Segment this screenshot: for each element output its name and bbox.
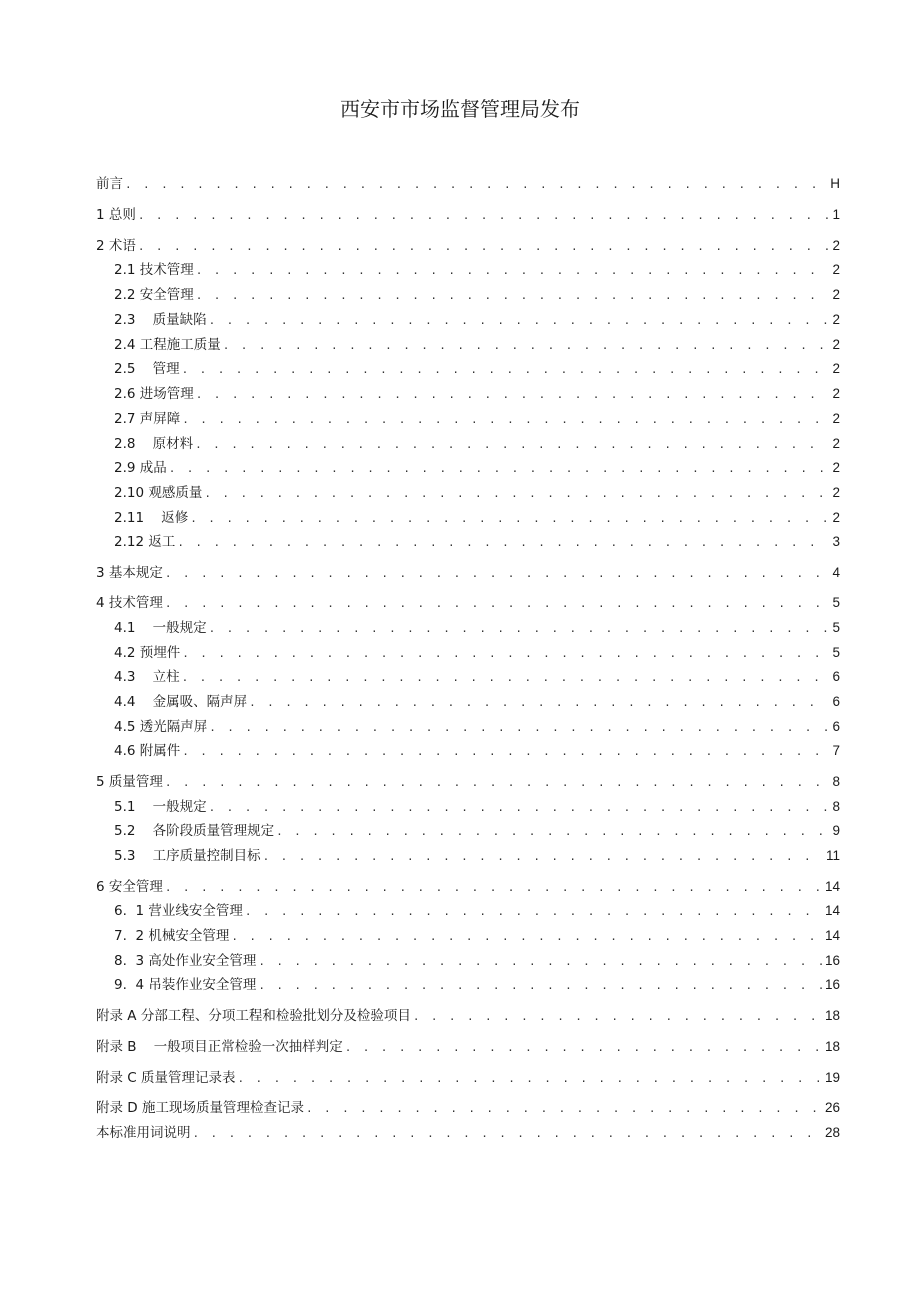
toc-leader-dots [209,719,829,737]
toc-entry[interactable] [96,1123,840,1143]
toc-entry[interactable] [114,310,840,330]
toc-entry-page: 9 [832,823,840,838]
toc-entry-page: 7 [832,743,840,758]
toc-entry-page: 5 [832,620,840,635]
toc-entry-page: 19 [824,1070,840,1085]
toc-entry-page: 14 [824,928,840,943]
toc-entry[interactable] [96,1006,840,1026]
toc-entry-page: 8 [832,774,840,789]
toc-leader-dots [165,595,830,613]
toc-leader-dots [165,774,830,792]
toc-entry[interactable] [114,409,840,429]
toc-leader-dots [306,1100,822,1118]
toc-entry[interactable] [114,846,840,866]
toc-entry[interactable] [114,434,840,454]
toc-entry[interactable] [96,205,840,225]
toc-entry-page: 14 [824,903,840,918]
toc-entry-label: 2.4 工程施工质量 [114,337,221,353]
toc-entry-label: 5 质量管理 [96,774,163,790]
toc-entry-label: 6 安全管理 [96,879,163,895]
toc-leader-dots [209,620,830,638]
toc-entry[interactable] [96,563,840,583]
toc-entry[interactable] [114,285,840,305]
toc-entry-page: 5 [832,645,840,660]
toc-entry[interactable] [96,877,840,897]
toc-entry[interactable] [114,821,840,841]
toc-entry[interactable] [114,797,840,817]
toc-entry-label: 附录 A 分部工程、分项工程和检验批划分及检验项目 [96,1008,411,1024]
toc-entry-page: 28 [824,1125,840,1140]
toc-entry[interactable] [114,926,840,946]
toc-leader-dots [195,436,829,454]
toc-entry[interactable] [114,667,840,687]
toc-entry-page: 14 [824,879,840,894]
toc-entry[interactable] [114,618,840,638]
toc-entry-label: 2.10 观感质量 [114,485,203,501]
toc-entry-label: 2.12 返工 [114,534,176,550]
toc-entry-label: 2.2 安全管理 [114,287,194,303]
toc-entry-page: 6 [832,719,840,734]
toc-entry-label: 2.1 技术管理 [114,262,194,278]
toc-entry-page: 2 [832,287,840,302]
toc-leader-dots [125,176,827,194]
toc-entry-label: 9. 4 吊装作业安全管理 [114,977,257,993]
toc-entry-label: 4.6 附属件 [114,743,181,759]
toc-entry[interactable] [114,508,840,528]
toc-entry-label: 2.7 声屏障 [114,411,181,427]
toc-entry[interactable] [96,174,840,194]
toc-leader-dots [138,207,830,225]
toc-entry-page: 2 [832,238,840,253]
toc-entry-page: 4 [832,565,840,580]
toc-entry-page: 2 [832,361,840,376]
toc-entry-page: 3 [832,534,840,549]
toc-entry[interactable] [114,359,840,379]
toc-entry-label: 附录 C 质量管理记录表 [96,1070,236,1086]
toc-entry-label: 5.3 工序质量控制目标 [114,848,261,864]
toc-entry-label: 4.5 透光隔声屏 [114,719,208,735]
toc-entry-page: 2 [832,436,840,451]
toc-entry[interactable] [114,643,840,663]
toc-entry-page: 2 [832,510,840,525]
toc-leader-dots [204,485,829,503]
toc-leader-dots [209,799,830,817]
toc-entry[interactable] [96,1068,840,1088]
toc-entry-page: 2 [832,312,840,327]
toc-entry-label: 3 基本规定 [96,565,163,581]
toc-entry-label: 2.8 原材料 [114,436,194,452]
toc-entry-label: 2 术语 [96,238,136,254]
toc-leader-dots [245,903,822,921]
toc-entry[interactable] [114,975,840,995]
toc-entry[interactable] [114,741,840,761]
toc-entry[interactable] [114,483,840,503]
toc-entry[interactable] [114,717,840,737]
toc-leader-dots [345,1039,822,1057]
document-title: 西安市市场监督管理局发布 [340,97,580,121]
toc-entry[interactable] [96,1037,840,1057]
toc-entry-page: 26 [824,1100,840,1115]
toc-entry-label: 4.1 一般规定 [114,620,207,636]
toc-leader-dots [138,238,830,256]
toc-leader-dots [165,879,822,897]
toc-entry-label: 8. 3 高处作业安全管理 [114,953,257,969]
toc-entry[interactable] [114,335,840,355]
toc-entry-label: 4.4 金属吸、隔声屏 [114,694,248,710]
toc-entry-label: 附录 B 一般项目正常检验一次抽样判定 [96,1039,343,1055]
toc-entry[interactable] [114,901,840,921]
toc-entry-page: H [830,176,840,191]
toc-leader-dots [238,1070,822,1088]
toc-entry-label: 2.9 成品 [114,460,167,476]
toc-leader-dots [249,694,829,712]
toc-leader-dots [169,460,830,478]
toc-leader-dots [182,669,830,687]
toc-entry-page: 11 [825,848,840,863]
toc-entry-page: 2 [832,337,840,352]
toc-leader-dots [182,411,829,429]
toc-entry-label: 4.2 预埋件 [114,645,181,661]
toc-leader-dots [177,534,829,552]
toc-entry-page: 2 [832,386,840,401]
toc-entry[interactable] [96,1098,840,1118]
toc-leader-dots [182,645,829,663]
toc-entry-page: 2 [832,460,840,475]
toc-entry[interactable] [114,951,840,971]
toc-leader-dots [258,977,822,995]
toc-entry-page: 16 [824,977,840,992]
toc-entry-label: 4.3 立柱 [114,669,180,685]
toc-leader-dots [182,743,829,761]
toc-entry-label: 6. 1 营业线安全管理 [114,903,243,919]
toc-entry-page: 18 [824,1039,840,1054]
toc-entry[interactable] [96,772,840,792]
toc-leader-dots [223,337,830,355]
toc-leader-dots [231,928,822,946]
toc-entry-label: 5.2 各阶段质量管理规定 [114,823,275,839]
toc-entry-page: 8 [832,799,840,814]
toc-leader-dots [182,361,830,379]
toc-entry-page: 2 [832,485,840,500]
toc-leader-dots [413,1008,822,1026]
toc-entry[interactable] [114,458,840,478]
toc-leader-dots [258,953,822,971]
toc-entry-label: 7. 2 机械安全管理 [114,928,230,944]
toc-leader-dots [276,823,829,841]
toc-leader-dots [190,510,829,528]
toc-entry-label: 2.6 进场管理 [114,386,194,402]
toc-entry-label: 2.3 质量缺陷 [114,312,207,328]
toc-entry-page: 1 [832,207,840,222]
toc-entry-page: 16 [824,953,840,968]
toc-leader-dots [209,312,830,330]
toc-leader-dots [165,565,830,583]
toc-entry-label: 2.5 管理 [114,361,180,377]
toc-entry-page: 18 [824,1008,840,1023]
toc-leader-dots [193,1125,822,1143]
toc-entry-label: 2.11 返修 [114,510,189,526]
toc-entry[interactable] [114,260,840,280]
toc-entry[interactable] [114,692,840,712]
toc-entry-page: 6 [832,669,840,684]
toc-entry-page: 2 [832,262,840,277]
toc-entry[interactable] [114,532,840,552]
toc-leader-dots [196,262,830,280]
toc-entry-label: 4 技术管理 [96,595,163,611]
toc-entry[interactable] [114,384,840,404]
toc-entry-label: 5.1 一般规定 [114,799,207,815]
toc-entry-page: 5 [832,595,840,610]
toc-leader-dots [196,386,830,404]
toc-entry-label: 本标准用词说明 [96,1125,191,1141]
toc-leader-dots [196,287,830,305]
toc-entry[interactable] [96,593,840,613]
toc-entry-page: 2 [832,411,840,426]
toc-entry-page: 6 [832,694,840,709]
toc-entry[interactable] [96,236,840,256]
toc-leader-dots [263,848,823,866]
toc-entry-label: 1 总则 [96,207,136,223]
toc-entry-label: 附录 D 施工现场质量管理检查记录 [96,1100,304,1116]
toc-entry-label: 前言 [96,176,123,192]
